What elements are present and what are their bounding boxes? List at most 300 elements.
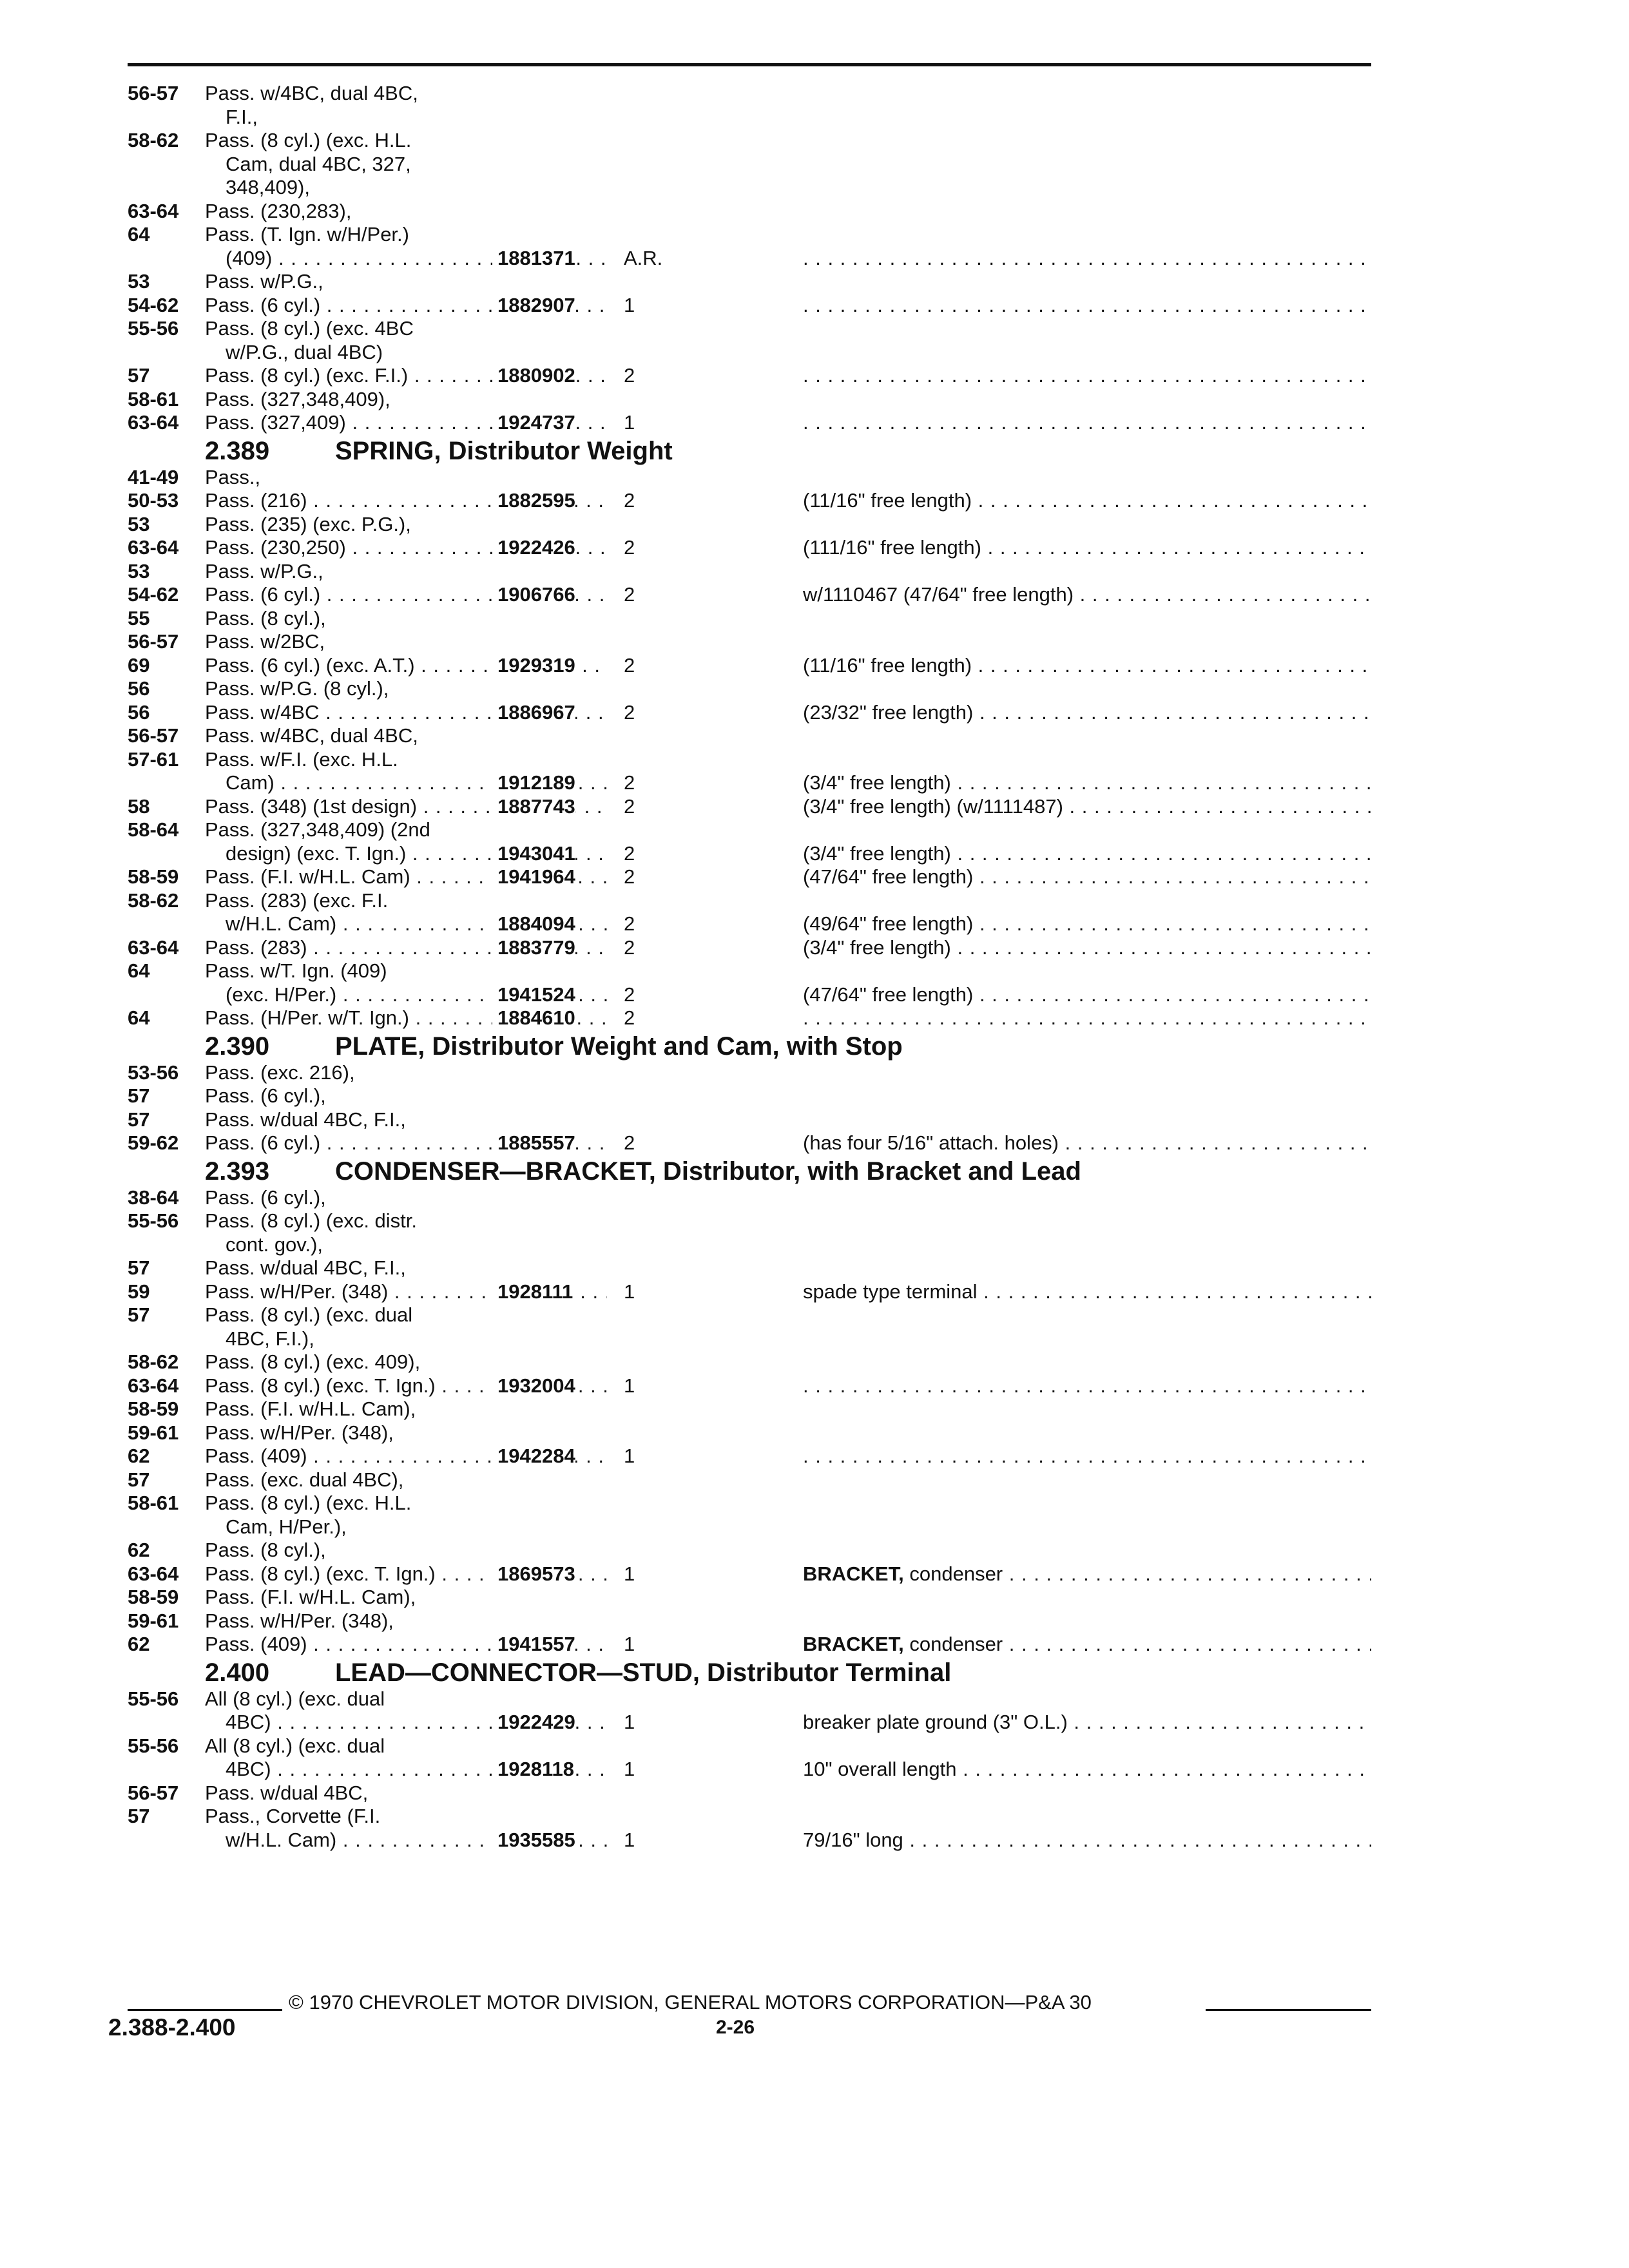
application-description: Pass. (H/Per. w/T. Ign.) . . .: [205, 1006, 607, 1030]
model-years: 53: [128, 559, 150, 582]
note-text: (has four 5/16" attach. holes): [803, 1131, 1059, 1154]
quantity: A.R.: [624, 246, 663, 269]
application-description: Pass. (327,348,409),: [205, 387, 390, 410]
part-number: 1881371: [492, 247, 575, 271]
application-description: Pass. (F.I. w/H.L. Cam),: [205, 1586, 416, 1608]
application-description: Pass. (6 cyl.),: [205, 1186, 326, 1209]
section-title: LEAD—CONNECTOR—STUD, Distributor Terminal: [335, 1658, 952, 1687]
table-row: [128, 1468, 1371, 1492]
model-years: 41-49: [128, 465, 179, 488]
application-description: Pass. (6 cyl.),: [205, 1084, 326, 1107]
table-row: [128, 701, 1371, 725]
application-description: Pass. w/dual 4BC, F.I.,: [205, 1108, 406, 1131]
part-note: [803, 654, 1371, 678]
table-row: [128, 936, 1371, 960]
part-note: [803, 1758, 1371, 1782]
application-description: Pass. (6 cyl.) . . .: [205, 294, 607, 318]
footer-line: [128, 1990, 1371, 2015]
section-number: 2.389: [205, 436, 270, 465]
table-row: [128, 724, 1371, 748]
application-description: Pass. (8 cyl.) (exc. dual: [205, 1303, 413, 1326]
table-row: [128, 1209, 1371, 1233]
model-years: 69: [128, 653, 150, 677]
application-description: Pass. (283) . . .: [205, 936, 607, 960]
table-row: [128, 865, 1371, 889]
quantity: 2: [624, 536, 635, 559]
application-description: Pass., Corvette (F.I.: [205, 1805, 381, 1827]
application-description: Pass. (6 cyl.) . . .: [205, 1131, 607, 1155]
part-note: [803, 247, 1371, 271]
application-description: Pass. (exc. dual 4BC),: [205, 1468, 404, 1491]
top-rule: [128, 63, 1371, 66]
table-row: [128, 1131, 1371, 1155]
part-number: 1928118: [492, 1758, 574, 1782]
part-note: [803, 795, 1371, 819]
model-years: 58-61: [128, 387, 179, 410]
quantity: 2: [624, 794, 635, 818]
application-description: Pass. (8 cyl.),: [205, 1539, 326, 1561]
quantity: 2: [624, 841, 635, 865]
application-description: Pass. (8 cyl.) (exc. F.I.) . . .: [205, 364, 607, 388]
table-row: [128, 1633, 1371, 1657]
table-row: [128, 1327, 1371, 1351]
table-row: [128, 388, 1371, 412]
note-text: (47/64" free length): [803, 983, 974, 1006]
note-text: (11/16" free length): [803, 653, 972, 677]
application-description: Pass. (F.I. w/H.L. Cam) . . .: [205, 865, 607, 889]
table-row: [128, 1350, 1371, 1374]
part-note: [803, 701, 1371, 725]
quantity: 2: [624, 936, 635, 959]
table-row: [128, 560, 1371, 584]
part-number: 1869573: [492, 1562, 575, 1586]
table-row: [128, 1515, 1371, 1539]
application-description: Pass. w/4BC, dual 4BC,: [205, 82, 418, 104]
part-note: [803, 1374, 1371, 1398]
application-description: 4BC) . . .: [226, 1758, 607, 1782]
table-row: [128, 630, 1371, 654]
table-row: [128, 1280, 1371, 1304]
table-row: [128, 1233, 1371, 1257]
model-years: 58: [128, 794, 150, 818]
model-years: 63-64: [128, 1562, 179, 1585]
table-row: [128, 1421, 1371, 1445]
table-row: [128, 1539, 1371, 1562]
application-description: Pass. (230,250) . . .: [205, 536, 607, 560]
application-description: Pass. (409) . . .: [205, 1445, 607, 1468]
table-row: [128, 364, 1371, 388]
model-years: 58-61: [128, 1492, 179, 1514]
application-description: Pass. (283) (exc. F.I.: [205, 889, 389, 912]
application-description: Pass. (230,283),: [205, 199, 352, 222]
table-row: [128, 748, 1371, 772]
table-row: [128, 818, 1371, 842]
model-years: 59-62: [128, 1131, 179, 1154]
application-description: Pass. w/dual 4BC, F.I.,: [205, 1256, 406, 1279]
note-text: w/1110467 (47/64" free length): [803, 583, 1074, 606]
application-description: Pass. (216) . . .: [205, 489, 607, 513]
model-years: 58-64: [128, 818, 179, 841]
model-years: 55: [128, 606, 150, 629]
part-number: 1882595: [492, 489, 575, 513]
application-description: All (8 cyl.) (exc. dual: [205, 1687, 385, 1710]
part-number: 1884094: [492, 912, 575, 936]
quantity: 2: [624, 912, 635, 935]
model-years: 62: [128, 1633, 150, 1655]
part-note: [803, 364, 1371, 388]
table-row: [128, 489, 1371, 513]
model-years: 57: [128, 1108, 150, 1131]
part-number: 1932004: [492, 1374, 575, 1398]
section-range: 2.388-2.400: [108, 2014, 236, 2041]
part-number: 1942284: [492, 1445, 575, 1468]
application-description: 4BC, F.I.),: [226, 1327, 314, 1350]
application-description: Pass. (6 cyl.) (exc. A.T.) . . .: [205, 654, 607, 678]
application-description: Pass. (6 cyl.) . . .: [205, 583, 607, 607]
table-row: [128, 677, 1371, 701]
part-number: 1880902: [492, 364, 575, 388]
table-row: [128, 1006, 1371, 1030]
part-number: 1887743: [492, 795, 575, 819]
model-years: 58-59: [128, 865, 179, 888]
table-row: [128, 411, 1371, 435]
application-description: Pass. w/4BC . . .: [205, 701, 607, 725]
catalog-page: [108, 0, 1371, 2268]
table-row: [128, 153, 1371, 177]
model-years: 58-59: [128, 1586, 179, 1608]
part-note: [803, 1829, 1371, 1852]
table-row: [128, 771, 1371, 795]
model-years: 58-59: [128, 1398, 179, 1420]
note-text: (49/64" free length): [803, 912, 974, 935]
table-row: [128, 654, 1371, 678]
model-years: 59-61: [128, 1609, 179, 1632]
part-note: [803, 1445, 1371, 1468]
part-note: [803, 411, 1371, 435]
note-text: (3/4" free length): [803, 841, 951, 865]
note-text: (3/4" free length): [803, 936, 951, 959]
table-row: [128, 795, 1371, 819]
table-row: [128, 1186, 1371, 1210]
table-row: [128, 1805, 1371, 1829]
part-number: 1885557: [492, 1131, 575, 1155]
part-note: [803, 912, 1371, 936]
table-row: [128, 200, 1371, 224]
application-description: Pass. (235) (exc. P.G.),: [205, 512, 411, 535]
application-description: Pass. (exc. 216),: [205, 1061, 355, 1084]
table-row: [128, 223, 1371, 247]
model-years: 64: [128, 223, 150, 245]
model-years: 56-57: [128, 630, 179, 653]
part-note: [803, 583, 1371, 607]
quantity: 1: [624, 1445, 635, 1467]
application-description: Cam, dual 4BC, 327,: [226, 152, 411, 175]
table-row: [128, 536, 1371, 560]
table-row: [128, 466, 1371, 490]
part-number: 1941524: [492, 983, 575, 1007]
application-description: 348,409),: [226, 176, 310, 198]
application-description: Pass. w/P.G. (8 cyl.),: [205, 677, 389, 700]
application-description: w/H.L. Cam) . . .: [226, 912, 607, 936]
model-years: 63-64: [128, 536, 179, 559]
quantity: 2: [624, 583, 635, 606]
table-row: [128, 1711, 1371, 1735]
quantity: 1: [624, 1374, 635, 1397]
application-description: Cam) . . .: [226, 771, 607, 795]
table-row: [128, 1782, 1371, 1805]
part-number: 1924737: [492, 411, 575, 435]
copyright-text: © 1970 CHEVROLET MOTOR DIVISION, GENERAL MOTORS CORPORATION—P&A 30: [289, 1991, 1092, 2013]
model-years: 63-64: [128, 1374, 179, 1397]
application-description: (exc. H/Per.) . . .: [226, 983, 607, 1007]
part-note: [803, 771, 1371, 795]
part-note: [803, 536, 1371, 560]
model-years: 58-62: [128, 1350, 179, 1373]
table-row: [128, 1108, 1371, 1132]
quantity: 1: [624, 1758, 635, 1780]
quantity: 1: [624, 1280, 635, 1303]
part-number: 1928111: [492, 1280, 573, 1304]
model-years: 57: [128, 1256, 150, 1279]
model-years: 53: [128, 270, 150, 293]
model-years: 59-61: [128, 1421, 179, 1444]
table-row: [128, 1492, 1371, 1515]
part-number: 1943041: [492, 842, 575, 866]
table-row: [128, 1256, 1371, 1280]
part-note: [803, 1633, 1371, 1657]
application-description: w/P.G., dual 4BC): [226, 340, 383, 363]
table-row: [128, 1758, 1371, 1782]
model-years: 56-57: [128, 724, 179, 747]
note-text: (3/4" free length): [803, 771, 951, 794]
footer-rule-left: [128, 2009, 282, 2011]
table-row: [128, 1398, 1371, 1421]
model-years: 56-57: [128, 82, 179, 104]
quantity: 2: [624, 700, 635, 724]
model-years: 54-62: [128, 583, 179, 606]
application-description: Pass. (T. Ign. w/H/Per.): [205, 223, 409, 245]
quantity: 2: [624, 771, 635, 794]
table-row: [128, 607, 1371, 631]
note-text: breaker plate ground (3" O.L.): [803, 1711, 1068, 1733]
footer-rule-right: [1206, 2009, 1371, 2011]
application-description: Pass. w/F.I. (exc. H.L.: [205, 747, 398, 771]
model-years: 58-62: [128, 129, 179, 151]
model-years: 57: [128, 1084, 150, 1107]
application-description: Pass. (8 cyl.) (exc. T. Ign.) . . .: [205, 1562, 607, 1586]
model-years: 38-64: [128, 1186, 179, 1209]
note-text: 10" overall length: [803, 1758, 957, 1780]
part-number: 1883779: [492, 936, 575, 960]
part-number: 1886967: [492, 701, 575, 725]
application-description: Pass. (327,409) . . .: [205, 411, 607, 435]
model-years: 56-57: [128, 1781, 179, 1804]
section-heading: [128, 1658, 1371, 1687]
model-years: 57-61: [128, 747, 179, 771]
application-description: Pass. w/P.G.,: [205, 559, 323, 582]
quantity: 1: [624, 293, 635, 316]
section-title: CONDENSER—BRACKET, Distributor, with Bracket and Lead: [335, 1157, 1081, 1186]
section-heading: [128, 436, 1371, 466]
note-label: BRACKET,: [803, 1562, 904, 1585]
note-text: condenser: [909, 1562, 1003, 1585]
table-row: [128, 176, 1371, 200]
note-text: 79/16" long: [803, 1828, 903, 1851]
application-description: All (8 cyl.) (exc. dual: [205, 1734, 385, 1757]
table-row: [128, 1610, 1371, 1633]
part-number: 1941964: [492, 865, 575, 889]
quantity: 2: [624, 1006, 635, 1029]
application-description: Pass. (327,348,409) (2nd: [205, 818, 430, 841]
note-text: (11/16" free length): [803, 489, 972, 512]
part-number: 1884610: [492, 1006, 575, 1030]
table-row: [128, 294, 1371, 318]
section-title: SPRING, Distributor Weight: [335, 436, 673, 465]
table-row: [128, 513, 1371, 537]
quantity: 1: [624, 1828, 635, 1851]
note-text: (47/64" free length): [803, 865, 974, 888]
section-heading: [128, 1032, 1371, 1061]
model-years: 55-56: [128, 1687, 179, 1710]
table-row: [128, 1445, 1371, 1468]
model-years: 59: [128, 1280, 150, 1303]
note-text: (111/16" free length): [803, 536, 981, 559]
part-note: [803, 983, 1371, 1007]
application-description: Pass. w/H/Per. (348),: [205, 1421, 394, 1444]
application-description: Pass. (F.I. w/H.L. Cam),: [205, 1398, 416, 1420]
model-years: 63-64: [128, 936, 179, 959]
model-years: 57: [128, 1303, 150, 1326]
table-row: [128, 1374, 1371, 1398]
table-row: [128, 1562, 1371, 1586]
table-row: [128, 1061, 1371, 1085]
part-note: [803, 1562, 1371, 1586]
table-row: [128, 106, 1371, 130]
quantity: 2: [624, 983, 635, 1006]
application-description: Pass. (348) (1st design) . . .: [205, 795, 607, 819]
application-description: Pass. w/T. Ign. (409): [205, 959, 387, 982]
application-description: Pass. (8 cyl.) (exc. H.L.: [205, 129, 412, 151]
application-description: design) (exc. T. Ign.) . . .: [226, 842, 607, 866]
application-description: Pass. w/H/Per. (348),: [205, 1609, 394, 1632]
table-row: [128, 583, 1371, 607]
table-row: [128, 983, 1371, 1007]
model-years: 55-56: [128, 1209, 179, 1232]
application-description: Pass. (8 cyl.) (exc. 4BC: [205, 317, 414, 340]
application-description: Pass. (8 cyl.) (exc. T. Ign.) . . .: [205, 1374, 607, 1398]
model-years: 62: [128, 1445, 150, 1467]
application-description: cont. gov.),: [226, 1233, 323, 1256]
part-note: [803, 489, 1371, 513]
part-number: 1912189: [492, 771, 575, 795]
part-note: [803, 1131, 1371, 1155]
quantity: 2: [624, 865, 635, 888]
section-title: PLATE, Distributor Weight and Cam, with Stop: [335, 1032, 903, 1061]
quantity: 2: [624, 1131, 635, 1154]
model-years: 63-64: [128, 199, 179, 222]
application-description: Pass. (8 cyl.) (exc. distr.: [205, 1209, 418, 1232]
table-row: [128, 889, 1371, 913]
model-years: 58-62: [128, 889, 179, 912]
note-text: condenser: [909, 1633, 1003, 1655]
part-note: [803, 1006, 1371, 1030]
table-row: [128, 1586, 1371, 1610]
application-description: Pass. w/4BC, dual 4BC,: [205, 724, 418, 747]
table-row: [128, 317, 1371, 341]
part-number: 1922429: [492, 1711, 575, 1735]
application-description: F.I.,: [226, 105, 258, 128]
quantity: 2: [624, 364, 635, 387]
model-years: 62: [128, 1539, 150, 1561]
table-row: [128, 1303, 1371, 1327]
table-row: [128, 1829, 1371, 1852]
table-row: [128, 341, 1371, 365]
part-number: 1906766: [492, 583, 575, 607]
application-description: w/H.L. Cam) . . .: [226, 1829, 607, 1852]
model-years: 63-64: [128, 411, 179, 434]
model-years: 53: [128, 512, 150, 535]
note-text: (3/4" free length) (w/1111487): [803, 794, 1063, 818]
part-note: [803, 1711, 1371, 1735]
section-number: 2.390: [205, 1032, 270, 1061]
model-years: 64: [128, 959, 150, 982]
quantity: 1: [624, 1562, 635, 1585]
part-number: 1922426: [492, 536, 575, 560]
table-row: [128, 247, 1371, 271]
part-note: [803, 936, 1371, 960]
table-row: [128, 82, 1371, 106]
page-number: 2-26: [716, 2017, 755, 2038]
table-row: [128, 270, 1371, 294]
model-years: 55-56: [128, 317, 179, 340]
quantity: 1: [624, 411, 635, 434]
application-description: Pass. (8 cyl.) (exc. H.L.: [205, 1492, 412, 1514]
part-number: 1935585: [492, 1829, 575, 1852]
quantity: 1: [624, 1633, 635, 1655]
model-years: 57: [128, 1468, 150, 1491]
part-note: [803, 865, 1371, 889]
application-description: Pass. (8 cyl.) (exc. 409),: [205, 1350, 421, 1373]
part-note: [803, 294, 1371, 318]
note-label: BRACKET,: [803, 1633, 904, 1655]
application-description: (409) . . .: [226, 247, 607, 271]
model-years: 64: [128, 1006, 150, 1029]
application-description: Pass. w/H/Per. (348) . . .: [205, 1280, 607, 1304]
quantity: 2: [624, 653, 635, 677]
model-years: 56: [128, 700, 150, 724]
table-row: [128, 1084, 1371, 1108]
application-description: Cam, H/Per.),: [226, 1515, 347, 1538]
page-footer: [108, 1990, 1371, 2041]
model-years: 53-56: [128, 1061, 179, 1084]
model-years: 57: [128, 364, 150, 387]
quantity: 1: [624, 1711, 635, 1733]
part-note: [803, 1280, 1371, 1304]
note-text: spade type terminal: [803, 1280, 978, 1303]
quantity: 2: [624, 489, 635, 512]
note-text: (23/32" free length): [803, 700, 974, 724]
application-description: Pass.,: [205, 465, 261, 488]
application-description: 4BC) . . .: [226, 1711, 607, 1735]
application-description: Pass. w/2BC,: [205, 630, 325, 653]
application-description: Pass. (8 cyl.),: [205, 606, 326, 629]
section-number: 2.400: [205, 1658, 270, 1687]
part-number: 1929319: [492, 654, 575, 678]
table-row: [128, 842, 1371, 866]
section-heading: [128, 1157, 1371, 1186]
application-description: Pass. w/dual 4BC,: [205, 1781, 369, 1804]
parts-listing: [128, 82, 1371, 1852]
